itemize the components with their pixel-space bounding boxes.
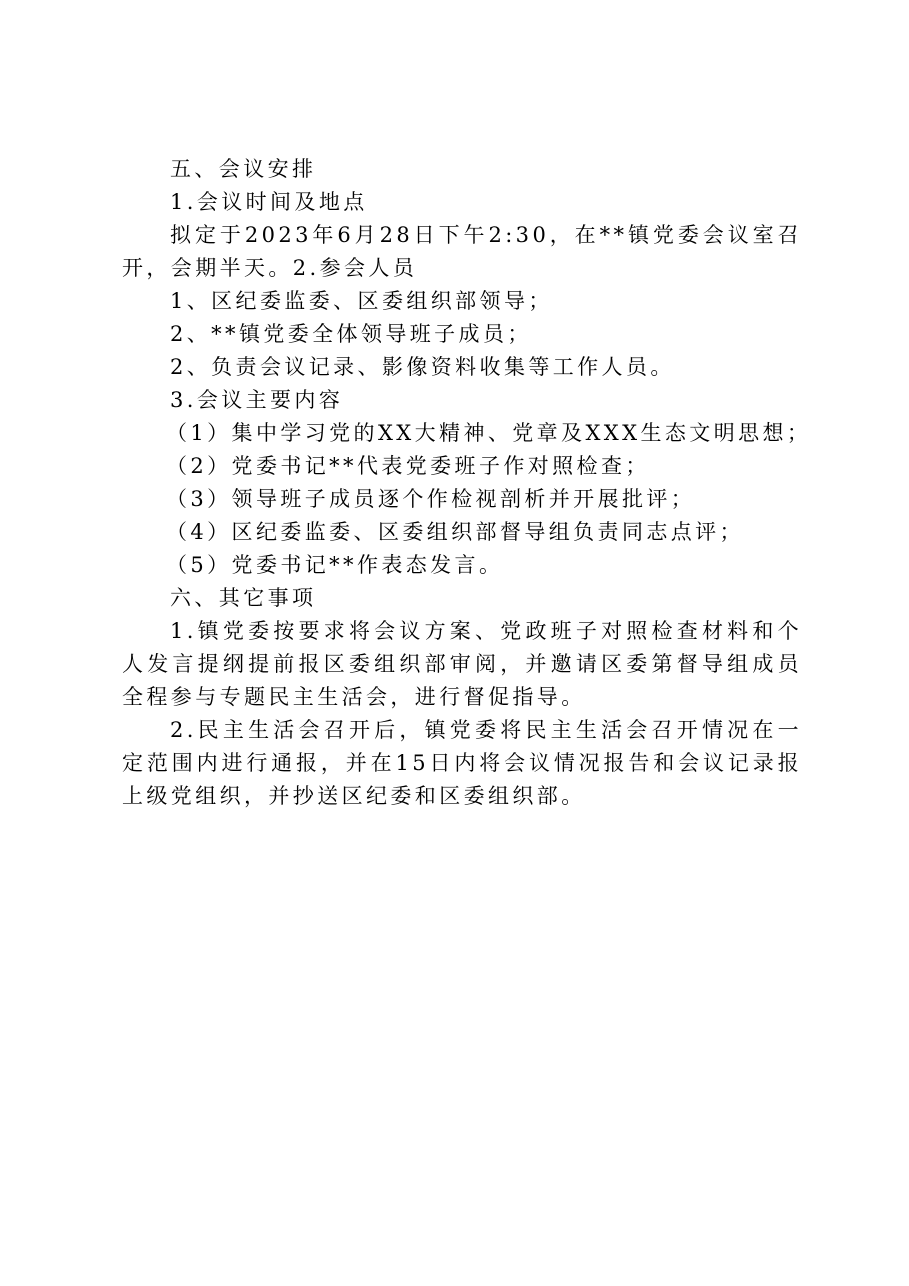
agenda-item: （1）集中学习党的XX大精神、党章及XXX生态文明思想； bbox=[166, 421, 812, 445]
paragraph-other-1: 1.镇党委按要求将会议方案、党政班子对照检查材料和个人发言提纲提前报区委组织部审阅，并邀请区委第督导组成员全程参与专题民主生活会，进行督促指导。 bbox=[122, 619, 802, 709]
agenda-item: （3）领导班子成员逐个作检视剖析并开展批评； bbox=[166, 487, 696, 511]
section-heading-other-matters: 六、其它事项 bbox=[170, 586, 317, 610]
subheading-main-content: 3.会议主要内容 bbox=[170, 388, 344, 412]
attendee-item: 2、负责会议记录、影像资料收集等工作人员。 bbox=[170, 355, 675, 379]
paragraph-time-location: 拟定于2023年6月28日下午2:30，在**镇党委会议室召开，会期半天。2.参会人员 bbox=[122, 223, 802, 280]
agenda-item: （4）区纪委监委、区委组织部督导组负责同志点评； bbox=[166, 520, 744, 544]
agenda-item: （5）党委书记**作表态发言。 bbox=[166, 553, 504, 577]
paragraph-other-2: 2.民主生活会召开后，镇党委将民主生活会召开情况在一定范围内进行通报，并在15日内将会议情况报告和会议记录报上级党组织，并抄送区纪委和区委组织部。 bbox=[122, 718, 802, 808]
attendee-item: 2、**镇党委全体领导班子成员； bbox=[170, 322, 532, 346]
attendee-item: 1、区纪委监委、区委组织部领导； bbox=[170, 289, 553, 313]
subheading-time-location: 1.会议时间及地点 bbox=[170, 190, 368, 214]
document-body bbox=[122, 153, 812, 813]
agenda-item: （2）党委书记**代表党委班子作对照检查； bbox=[166, 454, 650, 478]
section-heading-meeting-arrangement: 五、会议安排 bbox=[170, 157, 317, 181]
